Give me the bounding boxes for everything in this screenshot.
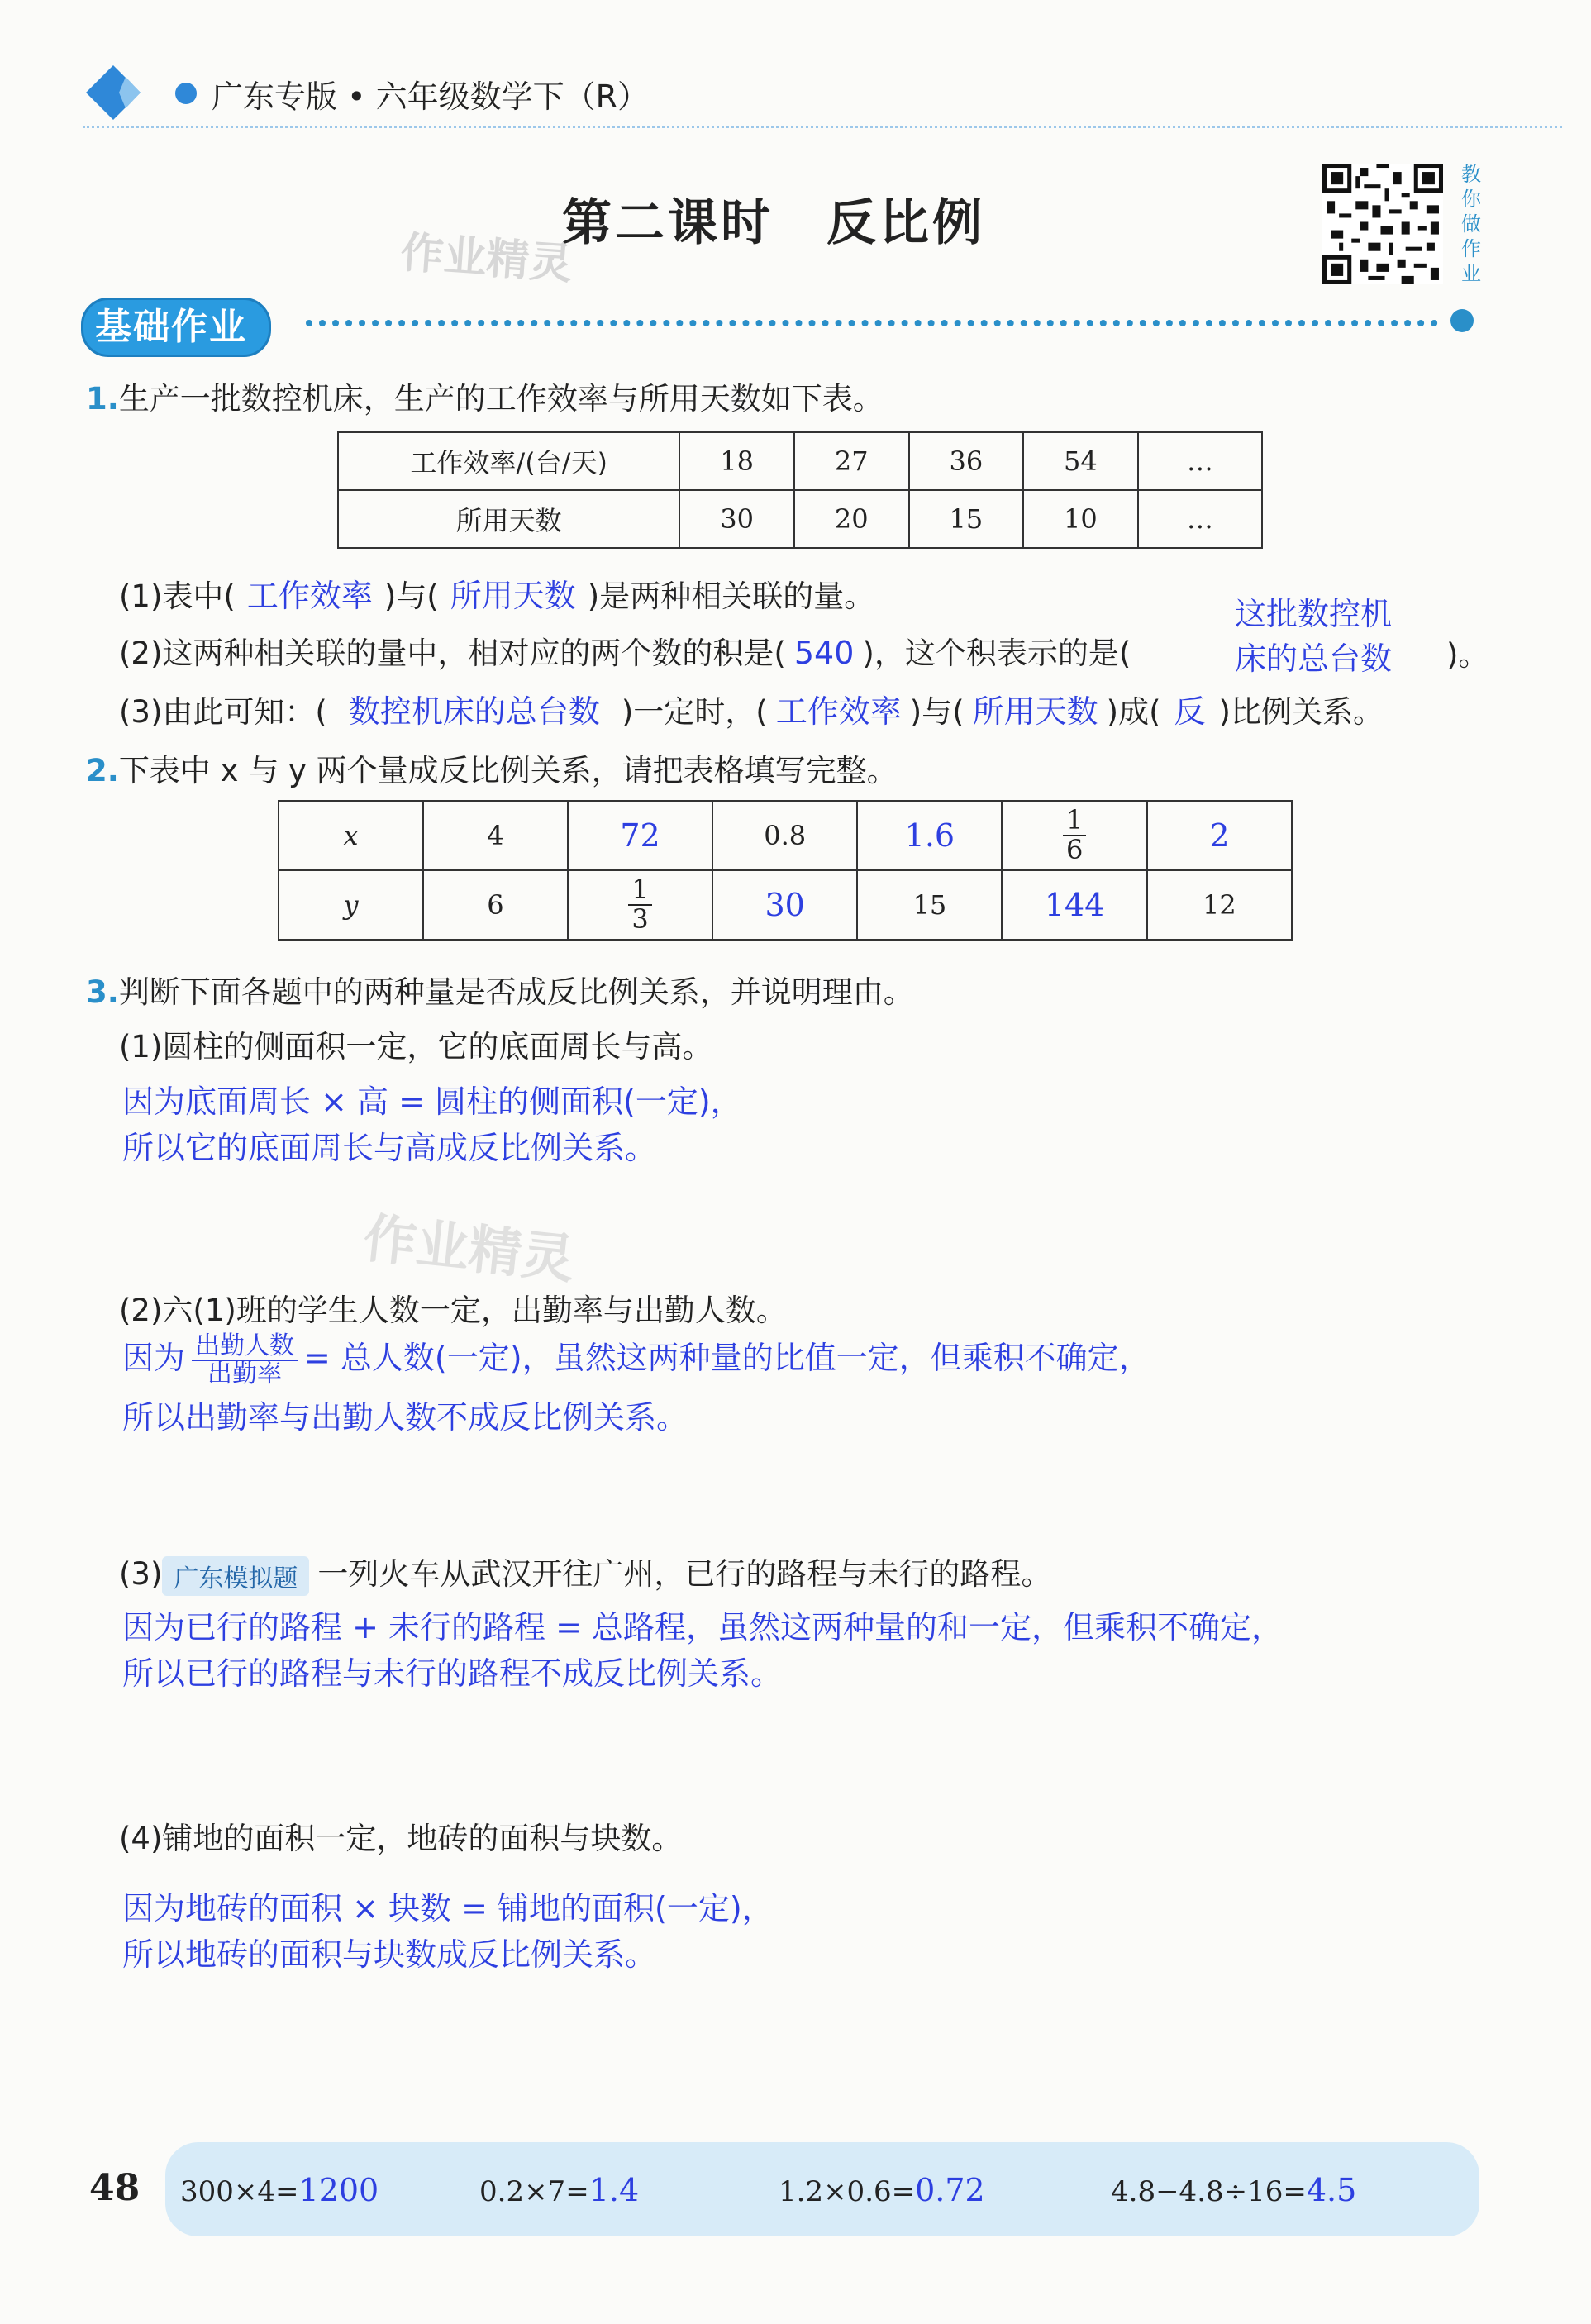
q1-part2-close: )。 bbox=[1446, 637, 1489, 673]
section-end-dot bbox=[1450, 309, 1474, 332]
table-cell: y bbox=[279, 870, 423, 940]
table-cell: 18 bbox=[679, 432, 794, 490]
calc-answer: 4.5 bbox=[1306, 2172, 1357, 2208]
calc-expression: 300×4= bbox=[180, 2175, 299, 2208]
q1-part3 bbox=[119, 686, 1384, 731]
fraction bbox=[192, 1333, 298, 1387]
q3-number: 3. bbox=[86, 974, 119, 1010]
answer-cell: 144 bbox=[1002, 870, 1146, 940]
text: )一定时，( bbox=[621, 694, 768, 730]
answer-cell: 1.6 bbox=[857, 801, 1002, 870]
table-row bbox=[338, 490, 1262, 548]
table-cell: 0.8 bbox=[712, 801, 857, 870]
answer: 因为 bbox=[122, 1340, 186, 1376]
q3-sub2-answer-line2: 所以出勤率与出勤人数不成反比例关系。 bbox=[122, 1399, 688, 1436]
lesson-title: 第二课时 反比例 bbox=[562, 194, 985, 252]
table-cell bbox=[1002, 801, 1146, 870]
fraction-numerator: 1 bbox=[628, 876, 651, 906]
header-dot bbox=[175, 83, 197, 104]
calc-item bbox=[1111, 2172, 1356, 2208]
answer: 工作效率 bbox=[775, 693, 902, 730]
fraction bbox=[628, 876, 651, 933]
watermark: 作业精灵 bbox=[360, 1207, 578, 1292]
text: (1)表中( bbox=[119, 579, 236, 614]
text: )是两种相关联的量。 bbox=[587, 579, 875, 614]
fraction-numerator: 出勤人数 bbox=[192, 1333, 298, 1361]
q3-sub3-question bbox=[119, 1549, 1051, 1596]
q3-sub4-answer-line1: 因为地砖的面积 × 块数 = 铺地的面积(一定)， bbox=[122, 1890, 774, 1926]
table-cell: … bbox=[1138, 490, 1262, 548]
answer: 这批数控机 bbox=[1235, 596, 1393, 632]
q3-sub4-answer-line2: 所以地砖的面积与块数成反比例关系。 bbox=[122, 1936, 657, 1973]
table-cell: 36 bbox=[909, 432, 1024, 490]
table-cell: 12 bbox=[1147, 870, 1292, 940]
answer-cell: 2 bbox=[1147, 801, 1292, 870]
q3-sub1-answer-line2: 所以它的底面周长与高成反比例关系。 bbox=[122, 1130, 657, 1166]
answer: 数控机床的总台数 bbox=[348, 693, 600, 730]
table-cell: 30 bbox=[679, 490, 794, 548]
answer: = 总人数(一定)，虽然这两种量的比值一定，但乘积不确定， bbox=[304, 1340, 1150, 1376]
answer: 所用天数 bbox=[450, 578, 576, 614]
q1-part2 bbox=[119, 628, 1131, 673]
calc-expression: 1.2×0.6= bbox=[779, 2175, 916, 2208]
q2-table bbox=[278, 800, 1293, 941]
qr-label-char: 业 bbox=[1461, 262, 1481, 285]
q3-sub1-answer-line1: 因为底面周长 × 高 = 圆柱的侧面积(一定)， bbox=[122, 1083, 742, 1120]
table-cell: 工作效率/(台/天) bbox=[338, 432, 679, 490]
q3-stem-text: 判断下面各题中的两种量是否成反比例关系，并说明理由。 bbox=[118, 974, 914, 1010]
answer-cell: 72 bbox=[568, 801, 712, 870]
text: )与( bbox=[383, 579, 439, 614]
q3-sub1-question: (1)圆柱的侧面积一定，它的底面周长与高。 bbox=[119, 1029, 713, 1064]
table-cell: 10 bbox=[1023, 490, 1138, 548]
calc-answer: 1200 bbox=[298, 2172, 379, 2208]
calc-item bbox=[779, 2172, 985, 2208]
table-row bbox=[279, 870, 1292, 940]
calc-expression: 4.8−4.8÷16= bbox=[1111, 2175, 1307, 2208]
page-number: 48 bbox=[89, 2167, 141, 2209]
text: (3) bbox=[119, 1556, 163, 1592]
q1-table bbox=[337, 431, 1263, 549]
source-tag: 广东模拟题 bbox=[162, 1556, 309, 1596]
table-cell: 54 bbox=[1023, 432, 1138, 490]
qr-label-char: 你 bbox=[1461, 188, 1481, 211]
table-cell: 27 bbox=[794, 432, 909, 490]
calc-item bbox=[180, 2172, 379, 2208]
q2-stem-text: 下表中 x 与 y 两个量成反比例关系，请把表格填写完整。 bbox=[118, 753, 898, 788]
q3-sub3-answer-line2: 所以已行的路程与未行的路程不成反比例关系。 bbox=[122, 1655, 783, 1692]
qr-label-char: 作 bbox=[1461, 237, 1481, 260]
table-cell: 15 bbox=[909, 490, 1024, 548]
table-cell: 4 bbox=[423, 801, 568, 870]
fraction-numerator: 1 bbox=[1063, 807, 1086, 836]
q3-stem bbox=[86, 967, 914, 1012]
fraction bbox=[1063, 804, 1086, 865]
fraction-denominator: 出勤率 bbox=[207, 1359, 283, 1388]
header-title: 广东专版 • 六年级数学下（R） bbox=[212, 79, 649, 115]
q3-sub4-question: (4)铺地的面积一定，地砖的面积与块数。 bbox=[119, 1821, 683, 1856]
answer: 540 bbox=[793, 635, 855, 671]
q1-stem-text: 生产一批数控机床，生产的工作效率与所用天数如下表。 bbox=[118, 381, 884, 417]
calc-item bbox=[479, 2172, 639, 2208]
section-badge: 基础作业 bbox=[81, 298, 271, 357]
watermark: 作业精灵 bbox=[398, 227, 574, 290]
q3-sub2-answer-line1 bbox=[122, 1332, 1150, 1387]
section-dotted-line bbox=[306, 320, 1438, 326]
text: )，这个积表示的是( bbox=[862, 636, 1131, 671]
calc-answer: 1.4 bbox=[588, 2172, 640, 2208]
header-divider bbox=[83, 126, 1562, 128]
table-cell: 20 bbox=[794, 490, 909, 548]
q2-stem bbox=[86, 745, 898, 790]
header-diamond-icon bbox=[83, 62, 144, 123]
q1-stem bbox=[86, 374, 884, 418]
table-cell: 所用天数 bbox=[338, 490, 679, 548]
table-cell: … bbox=[1138, 432, 1262, 490]
answer: 反 bbox=[1174, 693, 1206, 730]
text: (2)这两种相关联的量中，相对应的两个数的积是( bbox=[119, 636, 786, 671]
qr-label bbox=[1459, 162, 1484, 286]
text: 一列火车从武汉开往广州，已行的路程与未行的路程。 bbox=[317, 1556, 1052, 1592]
table-row bbox=[279, 801, 1292, 870]
answer-cell: 30 bbox=[712, 870, 857, 940]
fraction-denominator: 6 bbox=[1065, 834, 1084, 865]
q3-sub3-answer-line1: 因为已行的路程 + 未行的路程 = 总路程，虽然这两种量的和一定，但乘积不确定， bbox=[122, 1609, 1283, 1645]
q2-number: 2. bbox=[86, 753, 119, 788]
qr-label-char: 做 bbox=[1461, 212, 1481, 236]
fraction-denominator: 3 bbox=[631, 903, 649, 935]
answer: 工作效率 bbox=[246, 578, 373, 614]
text: )比例关系。 bbox=[1218, 694, 1384, 730]
calc-answer: 0.72 bbox=[915, 2172, 985, 2208]
calc-expression: 0.2×7= bbox=[479, 2175, 589, 2208]
qr-code-icon[interactable] bbox=[1322, 164, 1443, 284]
table-cell: 15 bbox=[857, 870, 1002, 940]
q3-sub2-question: (2)六(1)班的学生人数一定，出勤率与出勤人数。 bbox=[119, 1293, 787, 1328]
table-cell: 6 bbox=[423, 870, 568, 940]
answer: 床的总台数 bbox=[1235, 641, 1393, 677]
text: (3)由此可知：( bbox=[119, 694, 327, 730]
q1-part1 bbox=[119, 570, 874, 616]
text: )与( bbox=[909, 694, 965, 730]
q1-number: 1. bbox=[86, 381, 119, 417]
table-row bbox=[338, 432, 1262, 490]
table-cell: x bbox=[279, 801, 423, 870]
table-cell bbox=[568, 870, 712, 940]
text: )成( bbox=[1106, 694, 1161, 730]
qr-label-char: 教 bbox=[1461, 163, 1481, 186]
answer: 所用天数 bbox=[972, 693, 1098, 730]
